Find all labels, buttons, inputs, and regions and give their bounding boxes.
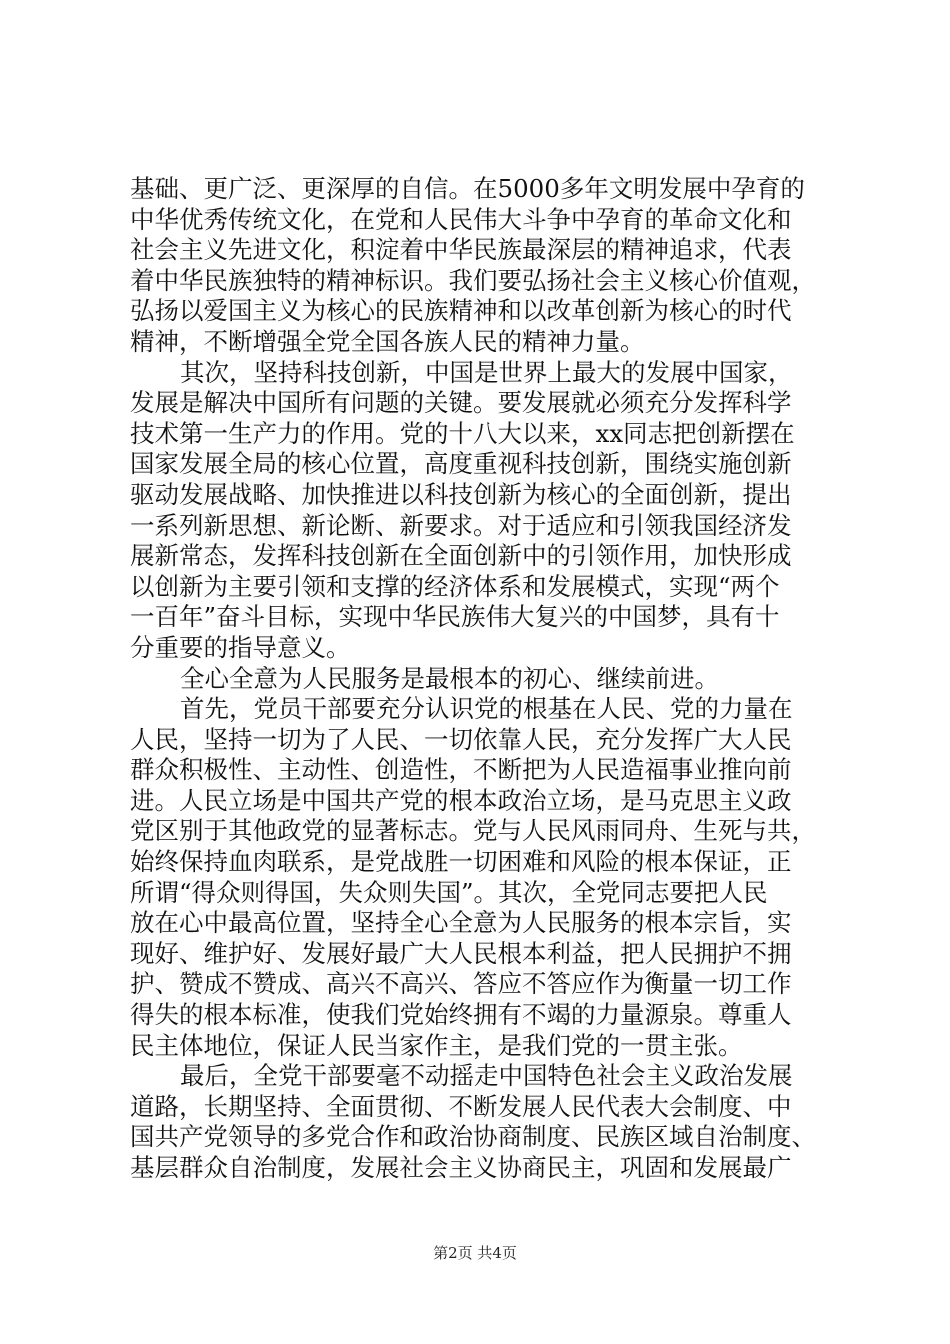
text-line: 放在心中最高位置，坚持全心全意为人民服务的根本宗旨，实 — [130, 908, 792, 938]
text-line: 基层群众自治制度，发展社会主义协商民主，巩固和发展最广 — [130, 1153, 792, 1182]
text-line: 国家发展全局的核心位置，高度重视科技创新，围绕实施创新 — [130, 449, 792, 479]
text-line: 道路，长期坚持、全面贯彻、不断发展人民代表大会制度、中 — [130, 1091, 792, 1121]
text-line: 国共产党领导的多党合作和政治协商制度、民族区域自治制度、 — [130, 1122, 816, 1152]
text-line: 基础、更广泛、更深厚的自信。在5000多年文明发展中孕育的 — [130, 174, 805, 203]
text-line: 始终保持血肉联系，是党战胜一切困难和风险的根本保证，正 — [130, 847, 792, 877]
text-line: 得失的根本标准，使我们党始终拥有不竭的力量源泉。尊重人 — [130, 1000, 792, 1030]
text-line: 着中华民族独特的精神标识。我们要弘扬社会主义核心价值观， — [130, 265, 816, 295]
text-line: 一百年”奋斗目标，实现中华民族伟大复兴的中国梦，具有十 — [130, 602, 780, 632]
text-line: 社会主义先进文化，积淀着中华民族最深层的精神追求，代表 — [130, 235, 792, 265]
text-line: 分重要的指导意义。 — [130, 632, 351, 662]
text-line: 弘扬以爱国主义为核心的民族精神和以改革创新为核心的时代 — [130, 296, 792, 326]
body-text — [130, 174, 830, 1184]
text-line: 党区别于其他政党的显著标志。党与人民风雨同舟、生死与共， — [130, 816, 816, 846]
text-line: 全心全意为人民服务是最根本的初心、继续前进。 — [180, 663, 719, 693]
text-line: 所谓“得众则得国，失众则失国”。其次，全党同志要把人民 — [130, 877, 768, 907]
text-line: 最后，全党干部要毫不动摇走中国特色社会主义政治发展 — [180, 1061, 793, 1091]
text-line: 展新常态，发挥科技创新在全面创新中的引领作用，加快形成 — [130, 541, 792, 571]
text-line: 进。人民立场是中国共产党的根本政治立场，是马克思主义政 — [130, 785, 792, 815]
text-line: 人民，坚持一切为了人民、一切依靠人民，充分发挥广大人民 — [130, 724, 792, 754]
text-line: 精神，不断增强全党全国各族人民的精神力量。 — [130, 326, 645, 356]
text-line: 发展是解决中国所有问题的关键。要发展就必须充分发挥科学 — [130, 388, 792, 418]
text-line: 以创新为主要引领和支撑的经济体系和发展模式，实现“两个 — [130, 571, 780, 601]
text-line: 技术第一生产力的作用。党的十八大以来，xx同志把创新摆在 — [130, 418, 795, 448]
text-line: 其次，坚持科技创新，中国是世界上最大的发展中国家， — [180, 357, 793, 387]
text-line: 现好、维护好、发展好最广大人民根本利益，把人民拥护不拥 — [130, 938, 792, 968]
text-line: 护、赞成不赞成、高兴不高兴、答应不答应作为衡量一切工作 — [130, 969, 792, 999]
text-line: 驱动发展战略、加快推进以科技创新为核心的全面创新，提出 — [130, 479, 792, 509]
page-footer: 第2页 共4页 — [433, 1244, 517, 1262]
text-line: 群众积极性、主动性、创造性，不断把为人民造福事业推向前 — [130, 755, 792, 785]
text-line: 一系列新思想、新论断、新要求。对于适应和引领我国经济发 — [130, 510, 792, 540]
text-line: 首先，党员干部要充分认识党的根基在人民、党的力量在 — [180, 694, 793, 724]
text-line: 中华优秀传统文化，在党和人民伟大斗争中孕育的革命文化和 — [130, 204, 792, 234]
text-line: 民主体地位，保证人民当家作主，是我们党的一贯主张。 — [130, 1030, 743, 1060]
